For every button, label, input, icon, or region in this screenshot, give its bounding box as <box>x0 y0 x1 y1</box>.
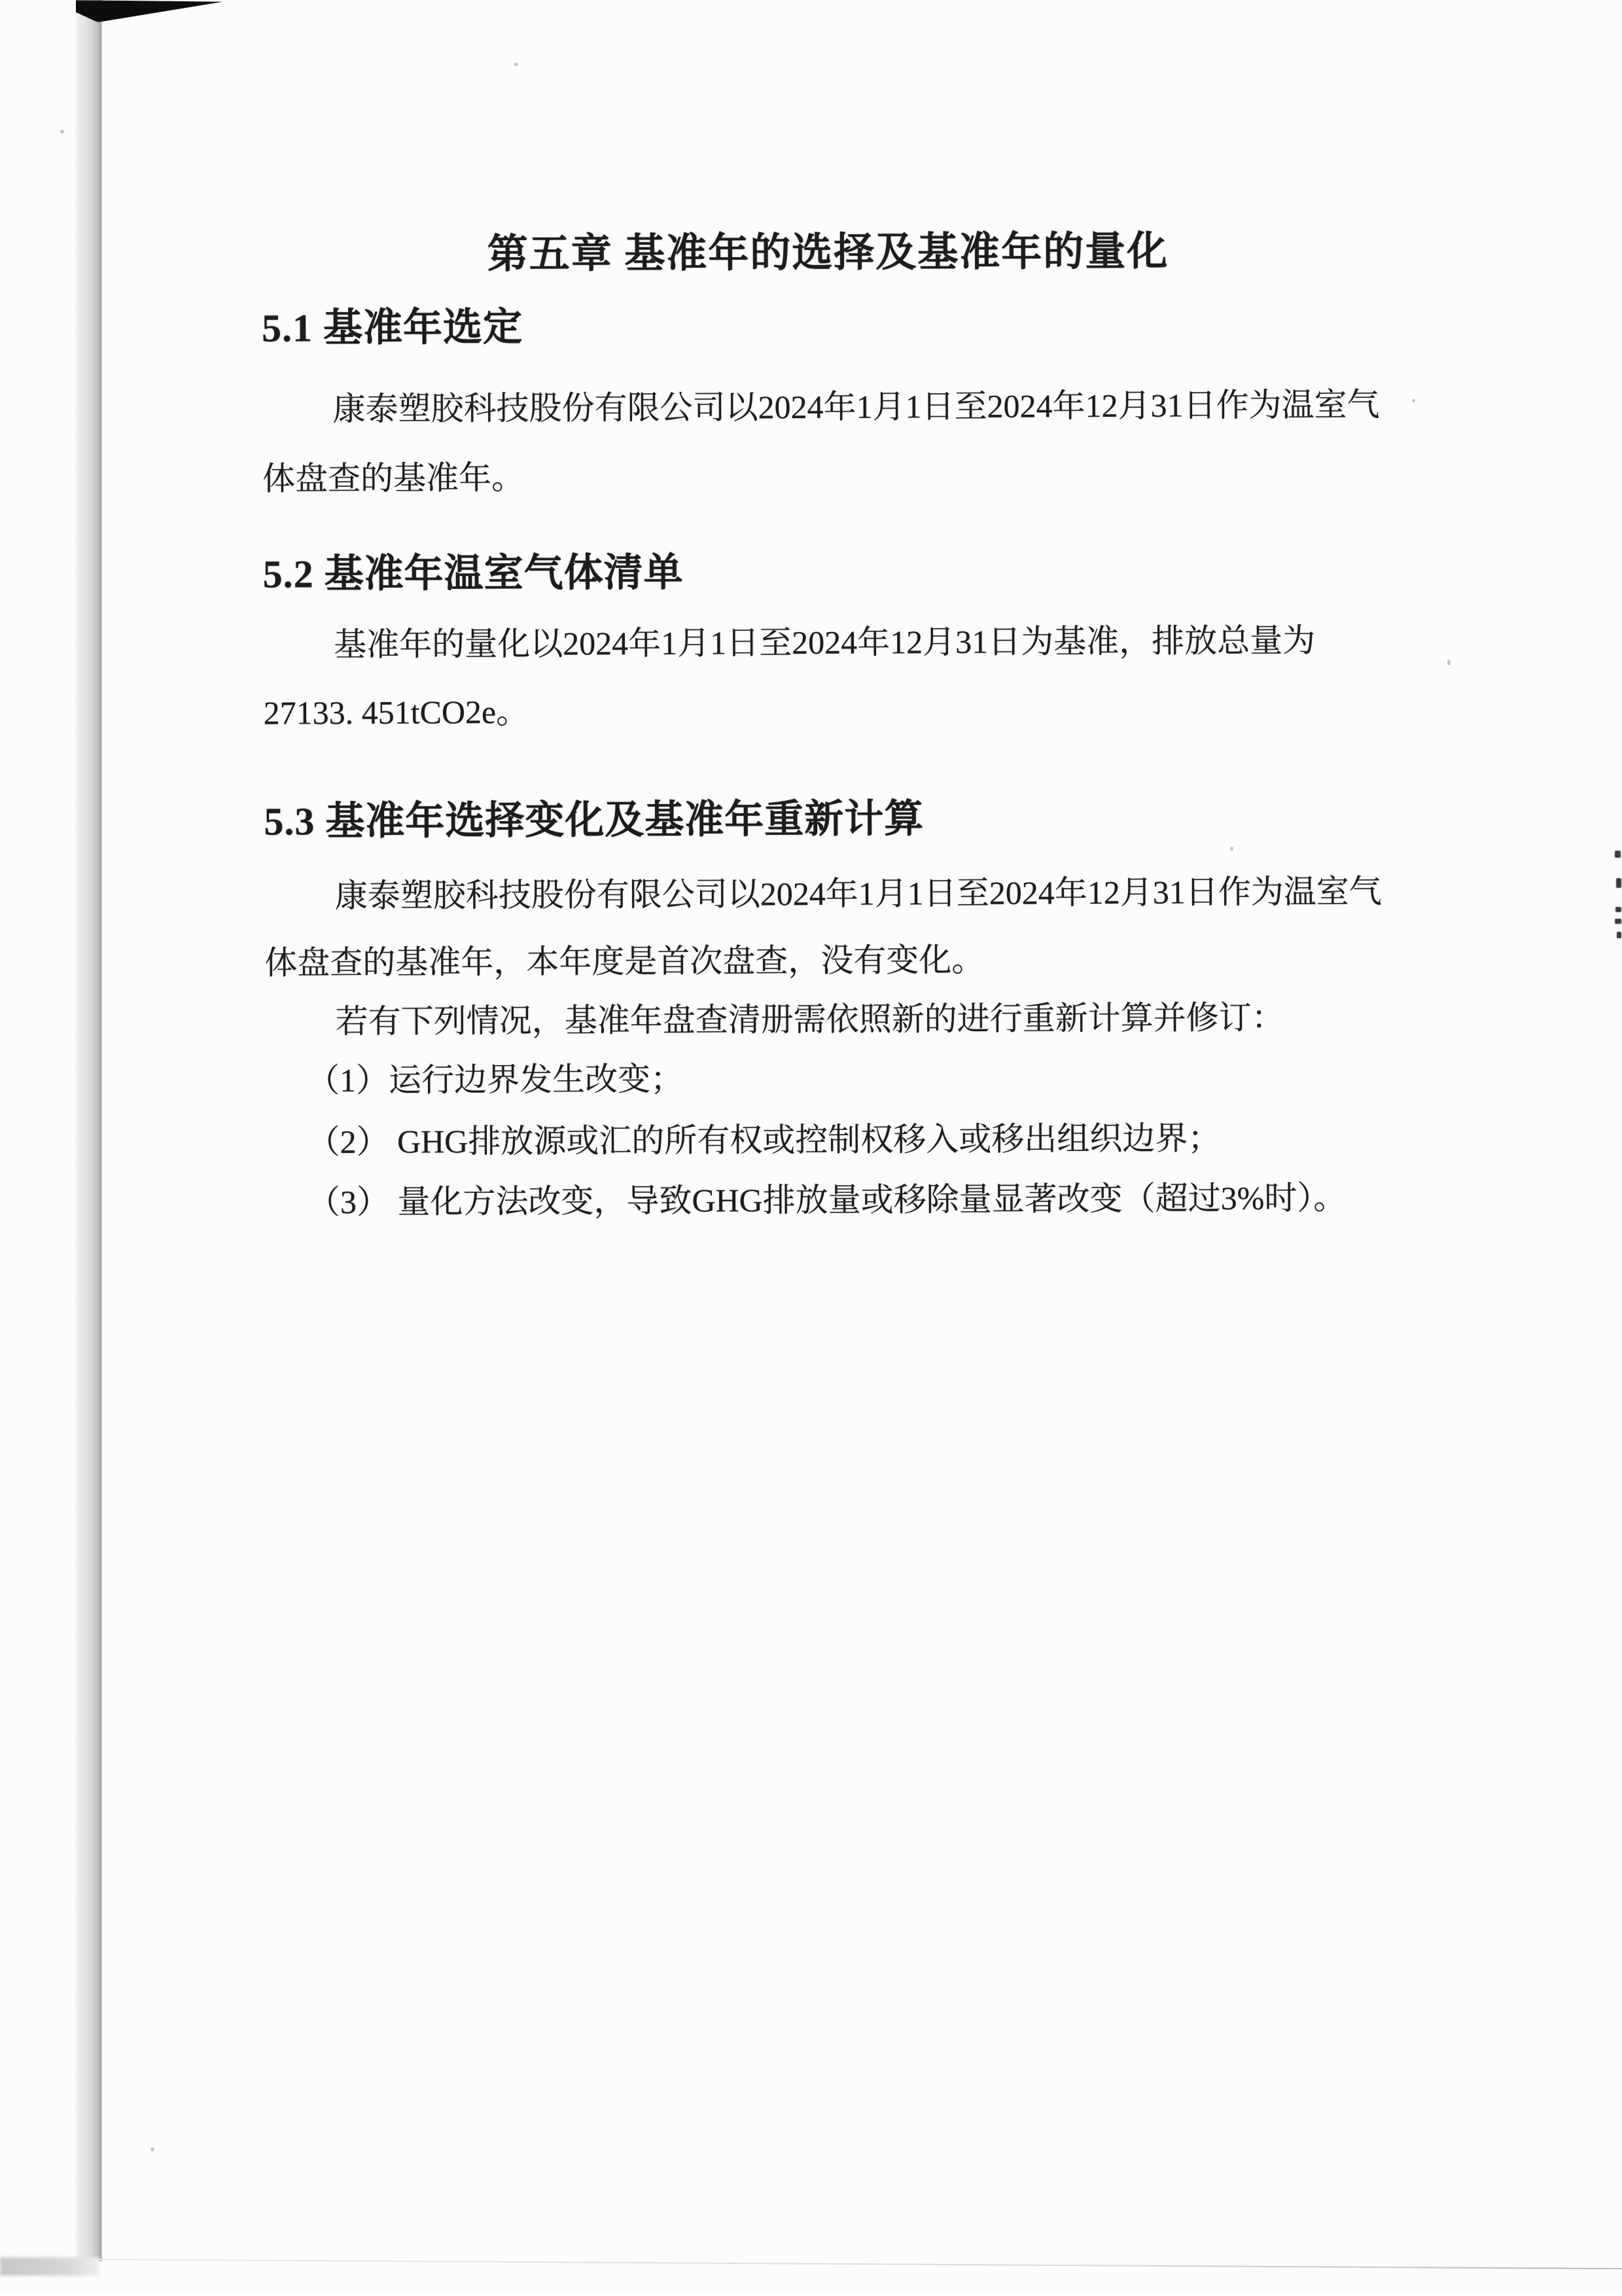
section-heading-5-3: 5.3 基准年选择变化及基准年重新计算 <box>264 797 925 843</box>
paragraph-line: 若有下列情况，基准年盘查清册需依照新的进行重新计算并修订： <box>335 998 1284 1040</box>
paragraph-line: 基准年的量化以2024年1月1日至2024年12月31日为基准，排放总量为 <box>334 622 1316 663</box>
section-heading-5-1: 5.1 基准年选定 <box>261 305 523 350</box>
paragraph-line: 体盘查的基准年。 <box>262 459 525 497</box>
paragraph-line: 康泰塑胶科技股份有限公司以2024年1月1日至2024年12月31日作为温室气 <box>332 386 1380 428</box>
list-item: （1）运行边界发生改变； <box>306 1060 684 1099</box>
paragraph-line: 康泰塑胶科技股份有限公司以2024年1月1日至2024年12月31日作为温室气 <box>334 873 1382 915</box>
chapter-title: 第五章 基准年的选择及基准年的量化 <box>487 229 1169 277</box>
section-heading-5-2: 5.2 基准年温室气体清单 <box>262 550 684 596</box>
list-item: （2） GHG排放源或汇的所有权或控制权移入或移出组织边界； <box>307 1120 1221 1161</box>
list-item: （3） 量化方法改变，导致GHG排放量或移除量显著改变（超过3%时）。 <box>307 1179 1347 1221</box>
paragraph-line: 体盘查的基准年，本年度是首次盘查，没有变化。 <box>264 941 985 981</box>
emissions-total-line: 27133. 451tCO2e。 <box>263 693 529 732</box>
